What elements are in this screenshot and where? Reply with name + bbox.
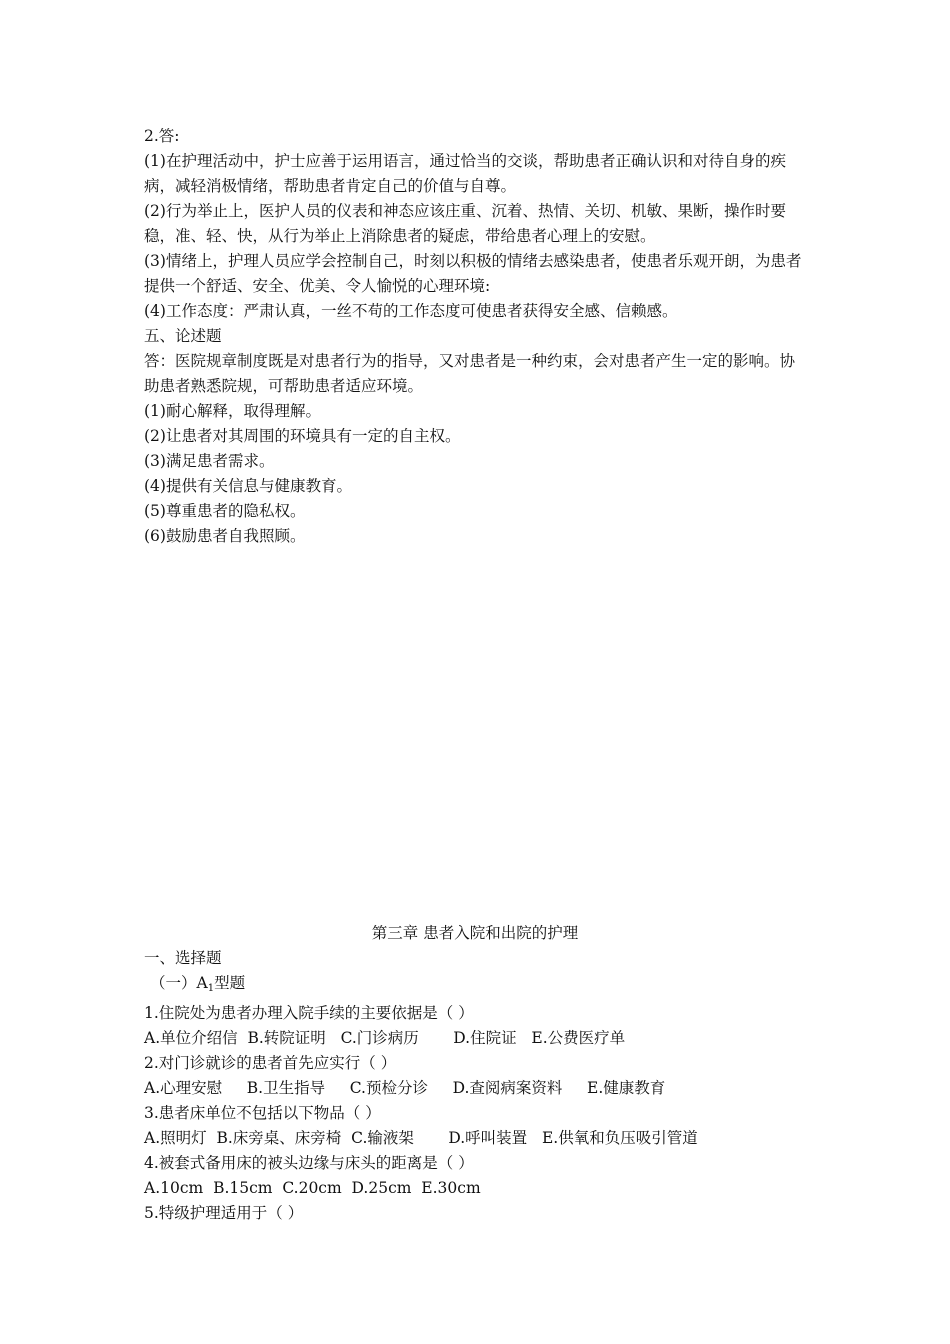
answer-heading: 2.答: (144, 127, 180, 145)
section-heading: 五、论述题 (144, 327, 222, 345)
question-text: 1.住院处为患者办理入院手续的主要依据是（ ） (144, 1004, 474, 1022)
essay-point: (1)耐心解释，取得理解。 (144, 402, 321, 420)
question-text: 2.对门诊就诊的患者首先应实行（ ） (144, 1054, 397, 1072)
essay-point: (4)提供有关信息与健康教育。 (144, 477, 352, 495)
question-options: A.单位介绍信 B.转院证明 C.门诊病历 D.住院证 E.公费医疗单 (144, 1029, 626, 1047)
subsection-heading: （一）$A_1$型题 (150, 974, 246, 994)
answer-block (144, 124, 804, 549)
chapter-title: 第三章 患者入院和出院的护理 (371, 924, 579, 942)
question-text: 4.被套式备用床的被头边缘与床头的距离是（ ） (144, 1154, 474, 1172)
question-options: A.心理安慰 B.卫生指导 C.预检分诊 D.查阅病案资料 E.健康教育 (144, 1079, 666, 1097)
section-heading: 一、选择题 (144, 949, 222, 967)
question-text: 5.特级护理适用于（ ） (144, 1204, 304, 1222)
question-options: A.照明灯 B.床旁桌、床旁椅 C.输液架 D.呼叫装置 E.供氧和负压吸引管道 (144, 1129, 698, 1147)
answer-paragraph: (1)在护理活动中，护士应善于运用语言，通过恰当的交谈，帮助患者正确认识和对待自身的疾病，减轻消极情绪，帮助患者肯定自己的价值与自尊。 (144, 152, 786, 195)
question-text: 3.患者床单位不包括以下物品（ ） (144, 1104, 381, 1122)
essay-answer: 答：医院规章制度既是对患者行为的指导，又对患者是一种约束，会对患者产生一定的影响。协助患者熟悉院规，可帮助患者适应环境。 (144, 352, 796, 395)
question-options: A.10cm B.15cm C.20cm D.25cm E.30cm (144, 1179, 481, 1197)
essay-point: (6)鼓励患者自我照顾。 (144, 527, 306, 545)
essay-point: (5)尊重患者的隐私权。 (144, 502, 306, 520)
essay-point: (3)满足患者需求。 (144, 452, 275, 470)
answer-paragraph: (3)情绪上，护理人员应学会控制自己，时刻以积极的情绪去感染患者，使患者乐观开朗，为患者提供一个舒适、安全、优美、令人愉悦的心理环境: (144, 252, 802, 295)
question-block (144, 946, 804, 1226)
essay-point: (2)让患者对其周围的环境具有一定的自主权。 (144, 427, 461, 445)
answer-paragraph: (2)行为举止上，医护人员的仪表和神态应该庄重、沉着、热情、关切、机敏、果断，操作时要稳，准、轻、快，从行为举止上消除患者的疑虑，带给患者心理上的安慰。 (144, 202, 786, 245)
answer-paragraph: (4)工作态度：严肃认真，一丝不苟的工作态度可使患者获得安全感、信赖感。 (144, 302, 678, 320)
